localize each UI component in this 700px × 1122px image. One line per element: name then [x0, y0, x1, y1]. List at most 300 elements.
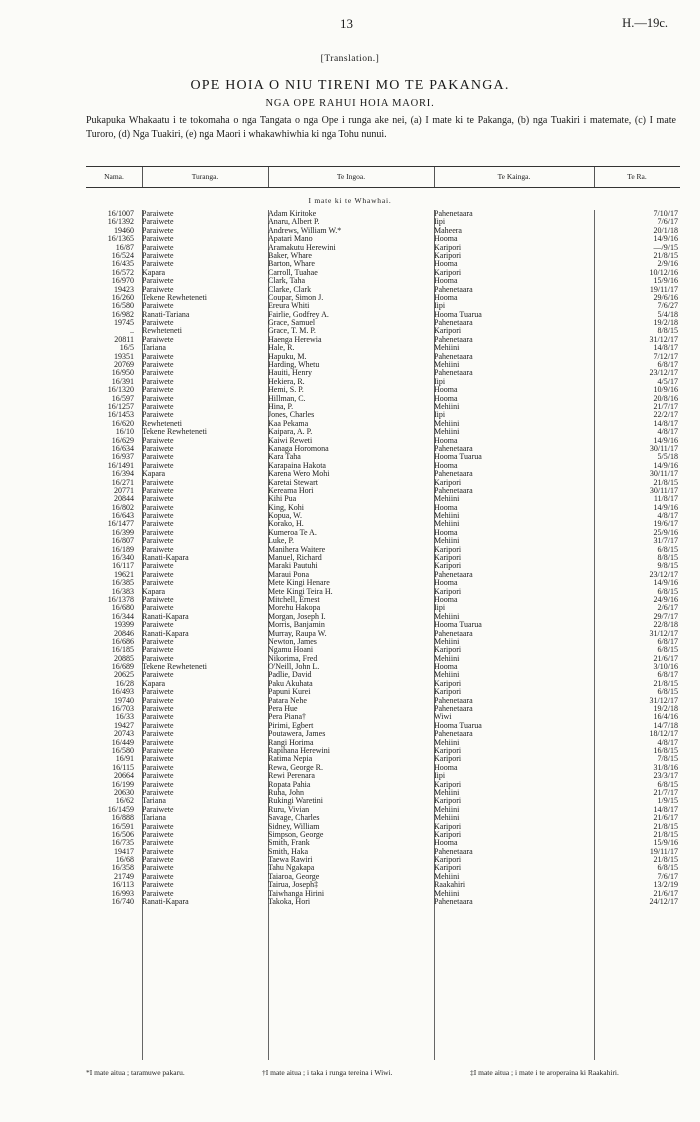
soldier-name: Papuni Kurei	[268, 688, 311, 697]
table-row	[86, 688, 680, 696]
unit-place: Karipori	[434, 780, 462, 789]
soldier-name: Kumeroa Te A.	[268, 528, 317, 537]
regimental-number: 16/385	[111, 579, 134, 588]
date: 21/6/17	[653, 654, 678, 663]
soldier-name: Morris, Banjamin	[268, 621, 325, 630]
rank: Paraiwete	[142, 864, 174, 873]
unit-place: Hooma	[434, 436, 458, 445]
table-row	[86, 277, 680, 285]
regimental-number: 16/524	[111, 251, 134, 260]
soldier-name: Padlie, David	[268, 671, 312, 680]
rank: Paraiwete	[142, 277, 174, 286]
unit-place: Pahenetaara	[434, 705, 473, 714]
regimental-number: 16/620	[111, 419, 134, 428]
table-row	[86, 420, 680, 428]
rank: Tekene Rewheteneti	[142, 663, 207, 672]
date: 6/8/17	[657, 637, 678, 646]
regimental-number: 19460	[114, 226, 134, 235]
regimental-number: 16/680	[111, 604, 134, 613]
regimental-number: 16/1491	[107, 461, 134, 470]
table-row	[86, 764, 680, 772]
soldier-name: Mitchell, Ernest	[268, 595, 320, 604]
unit-place: Karipori	[434, 268, 462, 277]
date: 22/2/17	[653, 411, 678, 420]
date: 24/9/16	[653, 595, 678, 604]
table-row	[86, 302, 680, 310]
date: 6/8/15	[657, 780, 678, 789]
soldier-name: Ratima Nepia	[268, 755, 313, 764]
date: 9/8/15	[657, 562, 678, 571]
table-row	[86, 386, 680, 394]
date: 23/12/17	[649, 570, 678, 579]
rank: Tekene Rewheteneti	[142, 428, 207, 437]
regimental-number: 16/493	[111, 688, 134, 697]
date: 21/7/17	[653, 788, 678, 797]
regimental-number: 19621	[114, 570, 134, 579]
rank: Paraiwete	[142, 595, 174, 604]
date: 6/8/15	[657, 864, 678, 873]
table-row	[86, 554, 680, 562]
table-row	[86, 797, 680, 805]
soldier-name: Jones, Charles	[268, 411, 315, 420]
date: —/9/15	[653, 243, 678, 252]
table-row	[86, 747, 680, 755]
unit-place: Hooma	[434, 763, 458, 772]
regimental-number: 16/33	[115, 713, 134, 722]
table-row	[86, 814, 680, 822]
soldier-name: Kaiwi Reweti	[268, 436, 313, 445]
soldier-name: Pirimi, Egbert	[268, 721, 314, 730]
rank: Paraiwete	[142, 226, 174, 235]
rank: Paraiwete	[142, 369, 174, 378]
unit-place: Hooma Tuarua	[434, 310, 482, 319]
table-row	[86, 839, 680, 847]
soldier-name: Nikorima, Fred	[268, 654, 318, 663]
table-row	[86, 445, 680, 453]
footnote-a: *I mate aituа ; taramuwe pakaru.	[86, 1068, 185, 1077]
rank: Paraiwete	[142, 604, 174, 613]
translation-label: [Translation.]	[320, 54, 380, 64]
table-row	[86, 235, 680, 243]
unit-place: Pahenetaara	[434, 335, 473, 344]
soldier-name: Mete Kingi Henare	[268, 579, 330, 588]
regimental-number: 16/344	[111, 612, 134, 621]
soldier-name: Maraui Pona	[268, 570, 310, 579]
unit-place: Karipori	[434, 327, 462, 336]
soldier-name: Newton, James	[268, 637, 317, 646]
unit-place: Mehiini	[434, 402, 460, 411]
rank: Ranati-Kapara	[142, 898, 189, 907]
soldier-name: Ngamu Hoani	[268, 646, 314, 655]
date: 23/12/17	[649, 369, 678, 378]
unit-place: Pahenetaara	[434, 696, 473, 705]
date: 21/8/15	[653, 478, 678, 487]
table-row	[86, 218, 680, 226]
date: 22/8/18	[653, 621, 678, 630]
rank: Paraiwete	[142, 251, 174, 260]
intro-paragraph: Pukapuka Whakaatu i te tokomaha o nga Tangata o nga Ope i runga ake nei, (a) I mate ki te Pakanga, (b) nga Tuakiri i matemate, (c) I mate Turoro, (d) Nga Tuakiri, (e) nga Maori i whakawhiwhia ki nga Tohu nunui.	[86, 115, 676, 140]
rank: Paraiwete	[142, 520, 174, 529]
soldier-name: Grace, T. M. P.	[268, 327, 316, 336]
footnote-b: †I mate aitua ; i taka i runga tereina i Wiwi.	[262, 1068, 393, 1077]
soldier-name: Pera Hue	[268, 705, 298, 714]
unit-place: Pahenetaara	[434, 444, 473, 453]
table-row	[86, 395, 680, 403]
date: 25/9/16	[653, 528, 678, 537]
table-row	[86, 638, 680, 646]
date: 31/7/17	[653, 537, 678, 546]
rank: Paraiwete	[142, 772, 174, 781]
table-row	[86, 856, 680, 864]
table-header	[86, 166, 680, 188]
soldier-name: Andrews, William W.*	[268, 226, 342, 235]
table-row	[86, 252, 680, 260]
date: 31/12/17	[649, 696, 678, 705]
rank: Paraiwete	[142, 805, 174, 814]
regimental-number: 16/113	[112, 881, 134, 890]
soldier-name: Rewi Perenara	[268, 772, 315, 781]
regimental-number: 16/117	[112, 562, 134, 571]
regimental-number: 16/735	[111, 839, 134, 848]
unit-place: Mehiini	[434, 495, 460, 504]
regimental-number: 16/1007	[107, 210, 134, 218]
regimental-number: ..	[130, 327, 134, 336]
rank: Paraiwete	[142, 671, 174, 680]
unit-place: Karipori	[434, 755, 462, 764]
soldier-name: Tahu Ngakapa	[268, 864, 315, 873]
regimental-number: 20625	[114, 671, 134, 680]
regimental-number: 20771	[114, 486, 134, 495]
soldier-name: Kaipara, A. P.	[268, 428, 313, 437]
regimental-number: 20844	[114, 495, 134, 504]
soldier-name: Patara Nehe	[268, 696, 307, 705]
date: 14/9/16	[653, 579, 678, 588]
table-row	[86, 848, 680, 856]
table-row	[86, 462, 680, 470]
regimental-number: 16/970	[111, 277, 134, 286]
table-row	[86, 789, 680, 797]
date: 15/9/16	[653, 277, 678, 286]
rank: Paraiwete	[142, 486, 174, 495]
soldier-name: Kihi Pua	[268, 495, 297, 504]
soldier-name: Taiwhanga Hirini	[268, 889, 325, 898]
unit-place: Wiwi	[434, 713, 452, 722]
regimental-number: 16/506	[111, 830, 134, 839]
rank: Tekene Rewheteneti	[142, 293, 207, 302]
unit-place: Pahenetaara	[434, 210, 473, 218]
regimental-number: 16/888	[111, 814, 134, 823]
soldier-name: Savage, Charles	[268, 814, 320, 823]
table-row	[86, 680, 680, 688]
rank: Rewheteneti	[142, 419, 182, 428]
regimental-number: 16/449	[111, 738, 134, 747]
unit-place: Hooma	[434, 839, 458, 848]
table-row	[86, 529, 680, 537]
date: 2/6/17	[657, 604, 678, 613]
rank: Tariana	[142, 797, 166, 806]
date: 6/8/15	[657, 545, 678, 554]
regimental-number: 20630	[114, 788, 134, 797]
rank: Paraiwete	[142, 361, 174, 370]
column-header-name: Te Ingoa.	[336, 172, 366, 181]
regimental-number: 19399	[114, 621, 134, 630]
rank: Paraiwete	[142, 394, 174, 403]
rank: Paraiwete	[142, 839, 174, 848]
regimental-number: 16/391	[111, 377, 134, 386]
rank: Paraiwete	[142, 411, 174, 420]
footnote-c: ‡I mate aitua ; i mate i te aroperaina ki Raakahiri.	[470, 1068, 619, 1077]
unit-place: Karipori	[434, 864, 462, 873]
regimental-number: 16/260	[111, 293, 134, 302]
regimental-number: 16/580	[111, 747, 134, 755]
table-row	[86, 495, 680, 503]
regimental-number: 16/1378	[107, 595, 134, 604]
regimental-number: 20846	[114, 629, 134, 638]
soldier-name: Ropata Pahia	[268, 780, 311, 789]
regimental-number: 16/1477	[107, 520, 134, 529]
regimental-number: 16/807	[111, 537, 134, 546]
soldier-name: Hekiera, R.	[268, 377, 305, 386]
rank: Paraiwete	[142, 738, 174, 747]
date: 7/6/17	[657, 218, 678, 227]
table-row	[86, 344, 680, 352]
table-row	[86, 873, 680, 881]
unit-place: Iipi	[434, 218, 446, 227]
unit-place: Raakahiri	[434, 881, 466, 890]
unit-place: Pahenetaara	[434, 319, 473, 328]
unit-place: Mehiini	[434, 537, 460, 546]
rank: Paraiwete	[142, 545, 174, 554]
soldier-name: Hauiti, Henry	[268, 369, 312, 378]
unit-place: Mehiini	[434, 654, 460, 663]
table-row	[86, 294, 680, 302]
rank: Paraiwete	[142, 696, 174, 705]
rank: Paraiwete	[142, 830, 174, 839]
rank: Paraiwete	[142, 478, 174, 487]
unit-place: Hooma	[434, 386, 458, 395]
rank: Paraiwete	[142, 579, 174, 588]
rank: Paraiwete	[142, 335, 174, 344]
unit-place: Pahenetaara	[434, 369, 473, 378]
regimental-number: 16/62	[115, 797, 134, 806]
unit-place: Hooma Tuarua	[434, 621, 482, 630]
unit-place: Mehiini	[434, 637, 460, 646]
rank: Kapara	[142, 679, 166, 688]
casualty-table	[86, 210, 680, 906]
date: 8/8/15	[657, 554, 678, 563]
regimental-number: 16/982	[111, 310, 134, 319]
rank: Paraiwete	[142, 889, 174, 898]
table-row	[86, 739, 680, 747]
regimental-number: 16/689	[111, 663, 134, 672]
soldier-name: Taewa Rawiri	[268, 856, 313, 865]
rank: Paraiwete	[142, 654, 174, 663]
soldier-name: Coupar, Simon J.	[268, 293, 324, 302]
table-row	[86, 588, 680, 596]
unit-place: Karipori	[434, 251, 462, 260]
table-row	[86, 713, 680, 721]
regimental-number: 19423	[114, 285, 134, 294]
table-row	[86, 722, 680, 730]
soldier-name: Karena Wero Mohi	[268, 470, 330, 479]
rank: Paraiwete	[142, 872, 174, 881]
table-row	[86, 336, 680, 344]
unit-place: Hooma	[434, 277, 458, 286]
soldier-name: Korako, H.	[268, 520, 304, 529]
unit-place: Karipori	[434, 679, 462, 688]
table-row	[86, 604, 680, 612]
regimental-number: 16/740	[111, 898, 134, 907]
date: 29/7/17	[653, 612, 678, 621]
unit-place: Mehiini	[434, 889, 460, 898]
soldier-name: O'Neill, John L.	[268, 663, 320, 672]
table-row	[86, 864, 680, 872]
rank: Paraiwete	[142, 621, 174, 630]
regimental-number: 16/993	[111, 889, 134, 898]
table-row	[86, 361, 680, 369]
table-row	[86, 881, 680, 889]
table-row	[86, 311, 680, 319]
soldier-name: Hillman, C.	[268, 394, 306, 403]
rank: Paraiwete	[142, 436, 174, 445]
rank: Paraiwete	[142, 881, 174, 890]
rank: Paraiwete	[142, 721, 174, 730]
regimental-number: 16/199	[111, 780, 134, 789]
rank: Paraiwete	[142, 495, 174, 504]
date: 4/8/17	[657, 738, 678, 747]
rank: Paraiwete	[142, 780, 174, 789]
rank: Tariana	[142, 814, 166, 823]
table-row	[86, 512, 680, 520]
date: 6/8/15	[657, 646, 678, 655]
soldier-name: Manihera Waitere	[268, 545, 326, 554]
soldier-name: King, Kohi	[268, 503, 304, 512]
date: 5/5/18	[657, 453, 678, 462]
table-row	[86, 890, 680, 898]
date: 7/12/17	[653, 352, 678, 361]
regimental-number: 21749	[114, 872, 134, 881]
table-row	[86, 546, 680, 554]
unit-place: Hooma	[434, 461, 458, 470]
regimental-number: 16/87	[115, 243, 134, 252]
unit-place: Karipori	[434, 243, 462, 252]
regimental-number: 16/28	[115, 679, 134, 688]
unit-place: Iipi	[434, 604, 446, 613]
soldier-name: Rapihana Herewini	[268, 747, 330, 755]
date: 21/8/15	[653, 251, 678, 260]
date: 7/8/15	[657, 755, 678, 764]
rank: Paraiwete	[142, 856, 174, 865]
soldier-name: Kara Taha	[268, 453, 301, 462]
section-heading: I mate ki te Whawhai.	[308, 196, 392, 205]
date: 19/2/18	[653, 319, 678, 328]
table-row	[86, 403, 680, 411]
soldier-name: Fairlie, Godfrey A.	[268, 310, 329, 319]
table-row	[86, 596, 680, 604]
date: 21/8/15	[653, 822, 678, 831]
rank: Ranati-Kapara	[142, 554, 189, 563]
table-row	[86, 646, 680, 654]
table-row	[86, 613, 680, 621]
unit-place: Maheera	[434, 226, 462, 235]
rank: Paraiwete	[142, 210, 174, 218]
soldier-name: Takoka, Hori	[268, 898, 311, 907]
table-row	[86, 437, 680, 445]
regimental-number: 19745	[114, 319, 134, 328]
rank: Paraiwete	[142, 570, 174, 579]
date: 14/9/16	[653, 461, 678, 470]
unit-place: Karipori	[434, 587, 462, 596]
unit-place: Karipori	[434, 545, 462, 554]
unit-place: Karipori	[434, 747, 462, 755]
rank: Tariana	[142, 344, 166, 353]
unit-place: Mehiini	[434, 805, 460, 814]
table-row	[86, 537, 680, 545]
table-row	[86, 227, 680, 235]
date: 14/7/18	[653, 721, 678, 730]
unit-place: Karipori	[434, 830, 462, 839]
column-header-rank: Turanga.	[191, 172, 219, 181]
soldier-name: Ruha, John	[268, 788, 304, 797]
unit-place: Iipi	[434, 411, 446, 420]
regimental-number: 16/358	[111, 864, 134, 873]
date: 15/9/16	[653, 839, 678, 848]
unit-place: Hooma	[434, 579, 458, 588]
soldier-name: Anaru, Albert P.	[268, 218, 320, 227]
unit-place: Karipori	[434, 688, 462, 697]
unit-place: Mehiini	[434, 428, 460, 437]
table-row	[86, 705, 680, 713]
table-row	[86, 244, 680, 252]
regimental-number: 16/703	[111, 705, 134, 714]
regimental-number: 16/1257	[107, 402, 134, 411]
regimental-number: 16/1320	[107, 386, 134, 395]
date: 19/11/17	[649, 847, 678, 856]
table-row	[86, 663, 680, 671]
soldier-name: Ereura Whiti	[268, 302, 310, 311]
date: 10/12/16	[649, 268, 678, 277]
table-row	[86, 772, 680, 780]
date: 18/12/17	[649, 730, 678, 739]
rank: Kapara	[142, 470, 166, 479]
date: 11/8/17	[653, 495, 678, 504]
document-subtitle: NGA OPE RAHUI HOIA MAORI.	[265, 98, 435, 109]
unit-place: Hooma	[434, 235, 458, 244]
rank: Paraiwete	[142, 453, 174, 462]
soldier-name: Sidney, William	[268, 822, 320, 831]
date: 19/2/18	[653, 705, 678, 714]
soldier-name: Karapaina Hakota	[268, 461, 326, 470]
soldier-name: Aramakutu Herewini	[268, 243, 336, 252]
regimental-number: 16/572	[111, 268, 134, 277]
unit-place: Karipori	[434, 562, 462, 571]
regimental-number: 16/10	[115, 428, 134, 437]
table-row	[86, 898, 680, 906]
regimental-number: 16/340	[111, 554, 134, 563]
date: 14/8/17	[653, 805, 678, 814]
rank: Paraiwete	[142, 562, 174, 571]
table-row	[86, 260, 680, 268]
regimental-number: 16/802	[111, 503, 134, 512]
unit-place: Mehiini	[434, 814, 460, 823]
regimental-number: 20811	[114, 335, 134, 344]
soldier-name: Harding, Whetu	[268, 361, 320, 370]
table-row	[86, 781, 680, 789]
soldier-name: Haenga Herewia	[268, 335, 322, 344]
regimental-number: 19427	[114, 721, 134, 730]
regimental-number: 16/1392	[107, 218, 134, 227]
date: 1/9/15	[657, 797, 678, 806]
